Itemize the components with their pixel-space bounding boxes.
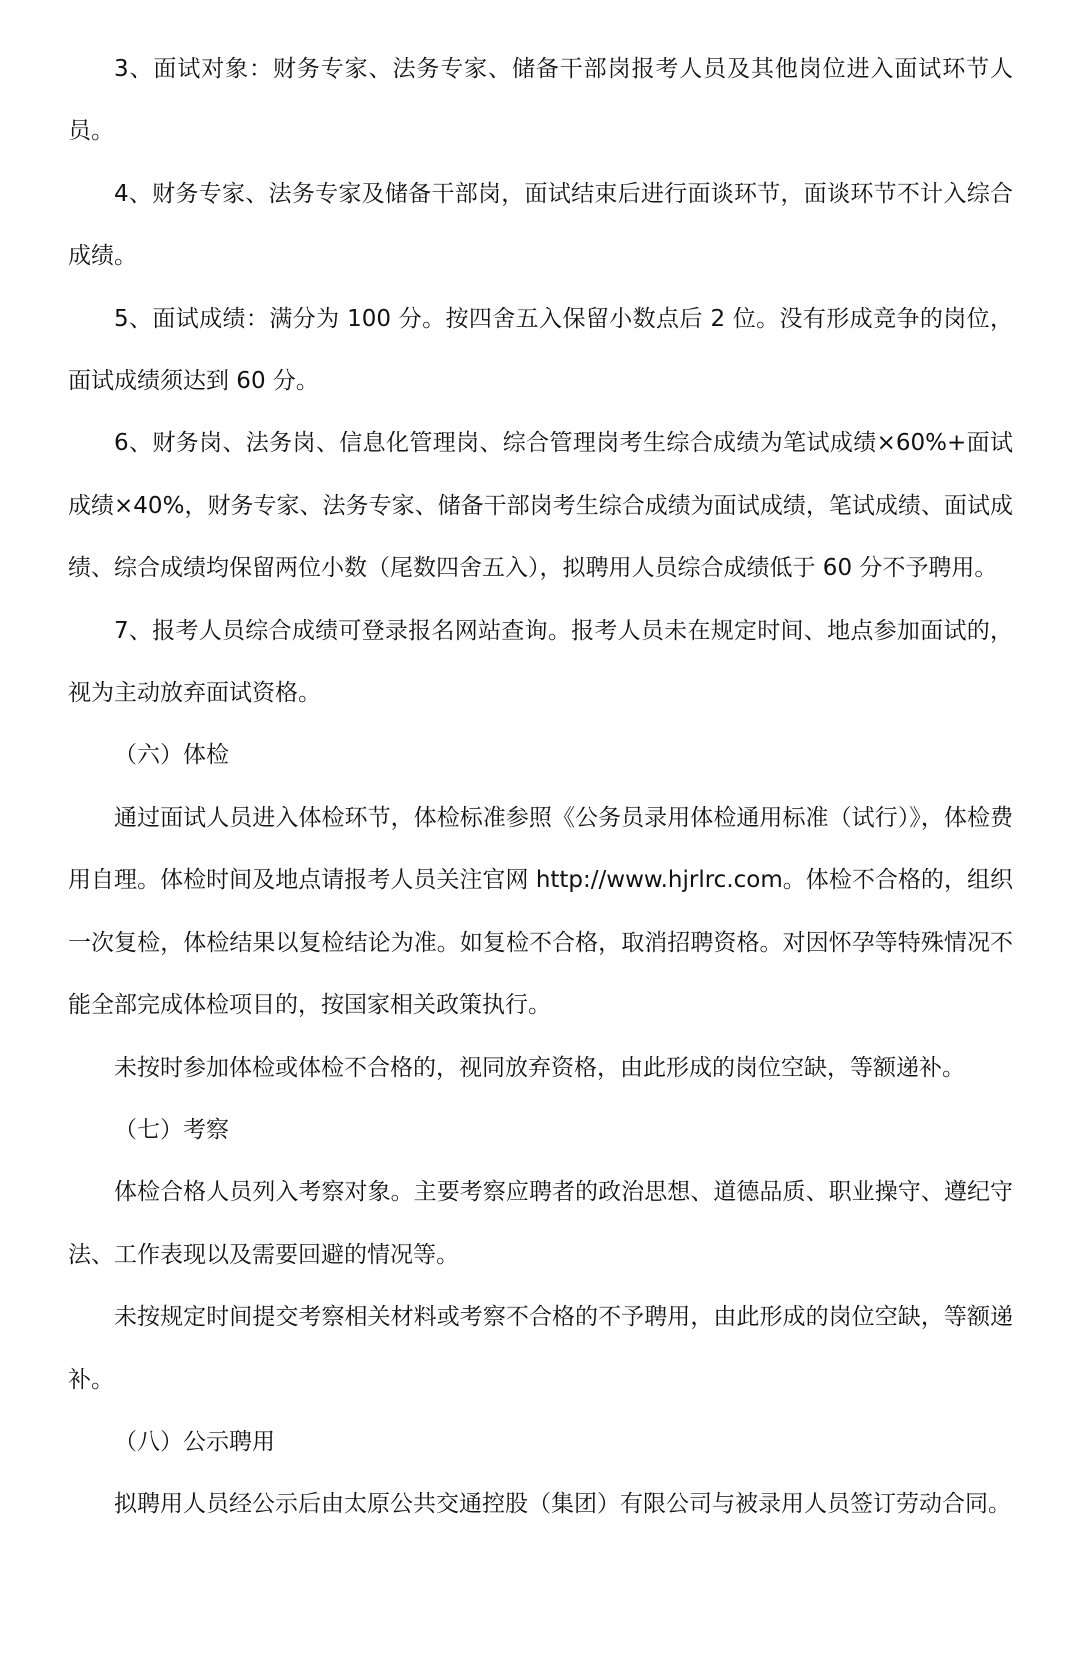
paragraph-hiring-contract: 拟聘用人员经公示后由太原公共交通控股（集团）有限公司与被录用人员签订劳动合同。: [114, 1491, 1011, 1518]
paragraph-interview-talk: 4、财务专家、法务专家及储备干部岗，面试结束后进行面谈环节，面谈环节不计入综合成绩。: [68, 180, 1013, 270]
paragraph-composite-score: 6、财务岗、法务岗、信息化管理岗、综合管理岗考生综合成绩为笔试成绩×60%+面试成绩×40%，财务专家、法务专家、储备干部岗考生综合成绩为面试成绩，笔试成绩、面试成绩、综合成绩均保留两位小数（尾数四舍五入），拟聘用人员综合成绩低于 60 分不予聘用。: [68, 430, 1013, 582]
paragraph-inspection-failure: 未按规定时间提交考察相关材料或考察不合格的不予聘用，由此形成的岗位空缺，等额递补。: [68, 1304, 1013, 1393]
section-heading-hiring: （八）公示聘用: [114, 1428, 275, 1455]
paragraph-medical-absence: 未按时参加体检或体检不合格的，视同放弃资格，由此形成的岗位空缺，等额递补。: [114, 1054, 965, 1081]
paragraph-interview-score: 5、面试成绩：满分为 100 分。按四舍五入保留小数点后 2 位。没有形成竞争的岗位，面试成绩须达到 60 分。: [68, 305, 1013, 395]
paragraph-inspection-scope: 体检合格人员列入考察对象。主要考察应聘者的政治思想、道德品质、职业操守、遵纪守法、工作表现以及需要回避的情况等。: [68, 1179, 1013, 1268]
paragraph-interview-target: 3、面试对象：财务专家、法务专家、储备干部岗报考人员及其他岗位进入面试环节人员。: [68, 56, 1013, 145]
document-body: [68, 38, 1013, 1536]
section-heading-medical: （六）体检: [114, 742, 229, 769]
section-heading-inspection: （七）考察: [114, 1116, 229, 1143]
paragraph-score-query: 7、报考人员综合成绩可登录报名网站查询。报考人员未在规定时间、地点参加面试的，视为主动放弃面试资格。: [68, 617, 1013, 707]
paragraph-medical-standard: 通过面试人员进入体检环节，体检标准参照《公务员录用体检通用标准（试行）》，体检费用自理。体检时间及地点请报考人员关注官网 http://www.hjrlrc.com。体检不合格的，组织一次复检，体检结果以复检结论为准。如复检不合格，取消招聘资格。对因怀孕等特殊情况不能全部完成体检项目的，按国家相关政策执行。: [68, 804, 1013, 1019]
